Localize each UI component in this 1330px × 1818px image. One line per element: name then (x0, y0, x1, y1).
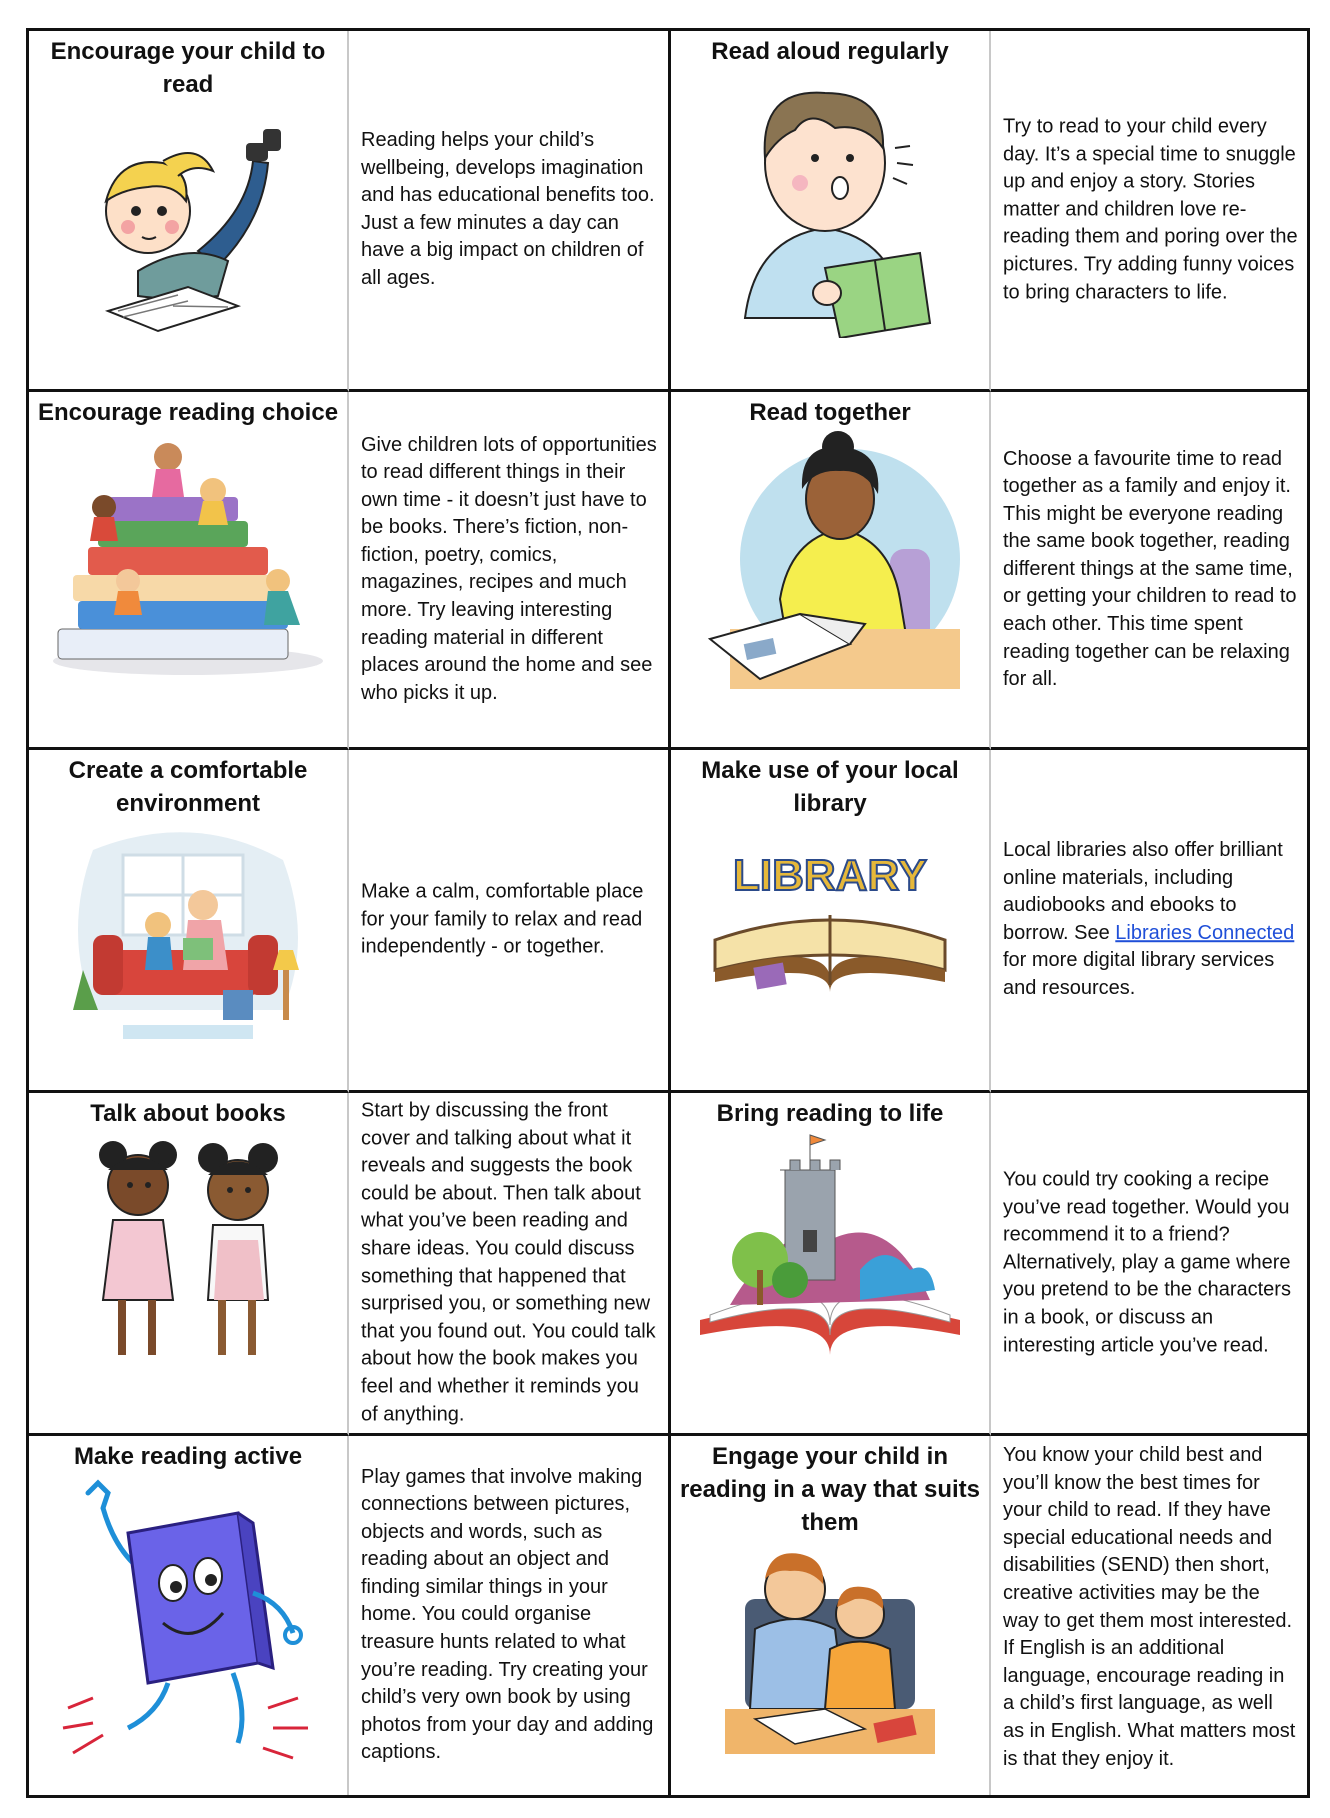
tip-9-title: Make reading active (73, 1443, 303, 1470)
tip-6-title: Make use of your local library (701, 757, 959, 817)
tip-7-image-cell (29, 1093, 349, 1436)
family-on-sofa-illustration (53, 820, 323, 1050)
tip-9-text-cell (349, 1436, 671, 1795)
tip-2-image-cell (671, 31, 991, 392)
tip-4-text: Choose a favourite time to read together as a family and enjoy it. This might be everyone reading the same book together, reading different things at the same time, or getting your children to read to each other. This time spent reading together can be relaxing for all. (1003, 447, 1297, 691)
tip-5-text-cell (349, 750, 671, 1093)
tip-1-image-cell (29, 31, 349, 392)
tip-2-text-cell (991, 31, 1307, 392)
tip-9-text: Play games that involve making connections between pictures, objects and words, such as reading about an object and finding similar things in your home. You could organise treasure hunts related to what you’re reading. Try creating your child’s very own book by using photos from your day and adding captions. (361, 1465, 654, 1764)
tip-5-image-cell (29, 750, 349, 1093)
library-book-illustration (695, 820, 965, 1000)
tip-5-text: Make a calm, comfortable place for your family to relax and read independently - or together. (361, 880, 644, 958)
tip-3-image-cell (29, 392, 349, 750)
tip-8-title: Bring reading to life (716, 1100, 944, 1127)
tip-10-image-cell (671, 1436, 991, 1795)
tip-1-title: Encourage your child to read (50, 38, 326, 98)
tip-6-text-before: Local libraries also offer brilliant online materials, including audiobooks and ebooks to borrow. See (1003, 839, 1283, 944)
child-reading-illustration (78, 101, 298, 336)
tip-6-text-cell (991, 750, 1307, 1093)
tip-3-text: Give children lots of opportunities to read different things in their own time - it doesn’t just have to be books. There’s fiction, non-fiction, poetry, comics, magazines, recipes and much more. Try leaving interesting reading material in different places around the home and see who picks it up. (361, 433, 657, 704)
tip-9-image-cell (29, 1436, 349, 1795)
tip-6-image-cell (671, 750, 991, 1093)
tip-4-image-cell (671, 392, 991, 750)
boy-reading-aloud-illustration (715, 68, 945, 338)
reading-tips-table (26, 28, 1310, 1798)
tip-10-text-cell (991, 1436, 1307, 1795)
tip-10-text: You know your child best and you’ll know the best times for your child to read. If they have special educational needs and disabilities (SEND) then short, creative activities may be the way to get them most interested. If English is an additional language, encourage reading in a child’s first language, as well as in English. What matters most is that they enjoy it. (1003, 1444, 1296, 1770)
tip-7-title: Talk about books (90, 1100, 286, 1127)
tip-3-text-cell (349, 392, 671, 750)
tip-7-text-cell (349, 1093, 671, 1436)
tip-1-text-cell (349, 31, 671, 392)
tip-1-text: Reading helps your child’s wellbeing, develops imagination and has educational benefits too. Just a few minutes a day can have a big impact on children of all ages. (361, 129, 655, 290)
tip-8-text-cell (991, 1093, 1307, 1436)
tip-8-text: You could try cooking a recipe you’ve read together. Would you recommend it to a friend? Alternatively, play a game where you pretend to be the characters in a book, or discuss an interesting article you’ve read. (1003, 1168, 1291, 1356)
tip-4-title: Read together (749, 399, 911, 426)
tip-10-title: Engage your child in reading in a way that suits them (679, 1443, 981, 1536)
two-girls-talking-illustration (68, 1130, 308, 1380)
tip-2-title: Read aloud regularly (711, 38, 949, 65)
libraries-connected-link[interactable]: Libraries Connected (1115, 922, 1295, 944)
tip-2-text: Try to read to your child every day. It’s a special time to snuggle up and enjoy a story. Stories matter and children love re-reading them and poring over the pictures. Try adding funny voices to bring characters to life. (1003, 115, 1298, 303)
tip-5-title: Create a comfortable environment (68, 757, 308, 817)
tip-8-image-cell (671, 1093, 991, 1436)
castle-from-book-illustration (690, 1130, 970, 1370)
tip-4-text-cell (991, 392, 1307, 750)
father-son-reading-illustration (715, 1539, 945, 1754)
tip-7-text: Start by discussing the front cover and talking about what it reveals and suggests the book could be about. Then talk about what you’ve been reading and share ideas. You could discuss something that happened that surprised you, or something new that you found out. You could talk about how the book makes you feel and whether it reminds you of anything. (361, 1099, 656, 1425)
tip-6-text (1003, 837, 1299, 1003)
library-logo-text: LIBRARY (733, 851, 927, 900)
dancing-book-illustration (48, 1473, 328, 1768)
tip-3-title: Encourage reading choice (37, 399, 339, 426)
woman-reading-illustration (690, 429, 970, 694)
tip-6-text-after: for more digital library services and resources. (1003, 949, 1275, 1000)
children-on-books-illustration (38, 429, 338, 679)
